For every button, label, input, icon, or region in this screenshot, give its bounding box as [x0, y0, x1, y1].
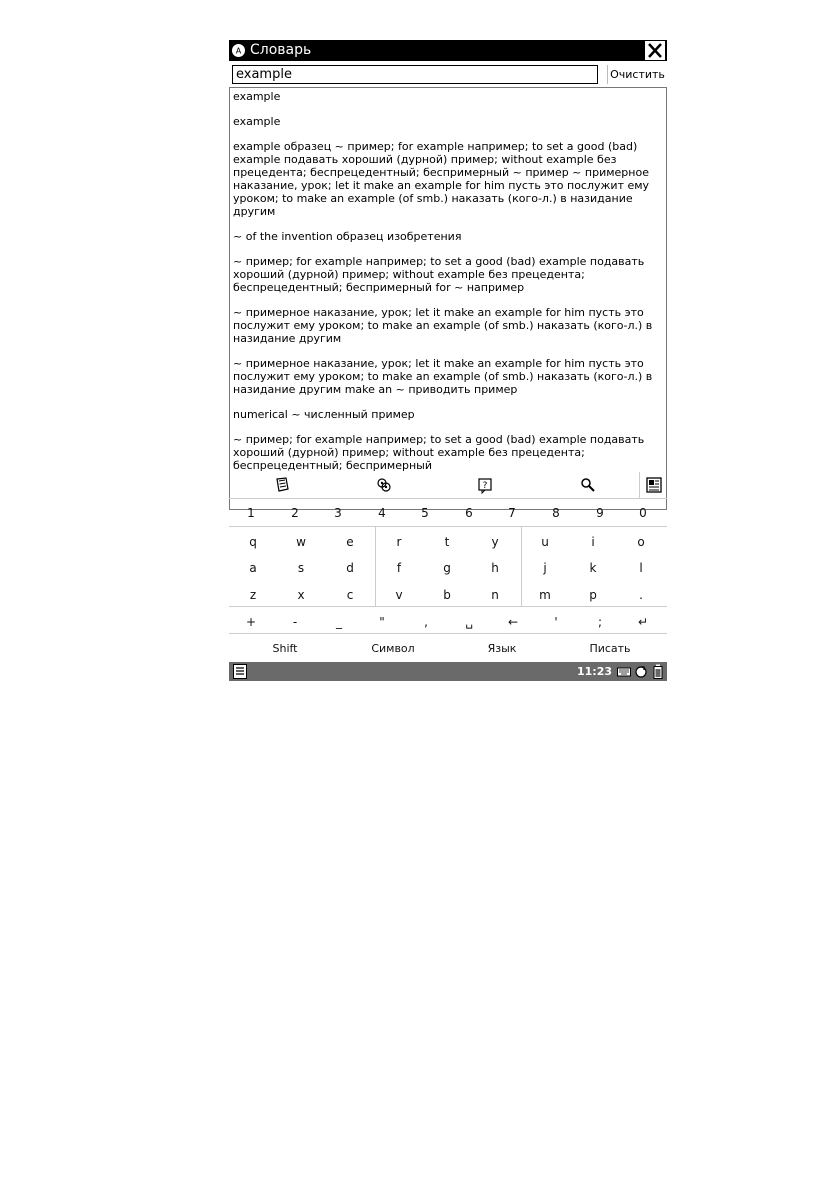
key-n[interactable]: n [491, 588, 499, 602]
key-w[interactable]: w [296, 535, 306, 549]
result-entry: example [233, 90, 281, 103]
control-row [229, 639, 667, 659]
write-key[interactable]: Писать [589, 642, 631, 655]
dictionary-app-icon [231, 43, 246, 58]
key-m[interactable]: m [539, 588, 551, 602]
language-key[interactable]: Язык [487, 642, 517, 655]
results-panel[interactable] [229, 87, 667, 510]
key-v[interactable]: v [395, 588, 403, 602]
clock: 11:23 [577, 665, 613, 678]
keyboard-divider [229, 526, 667, 527]
key-space[interactable]: ␣ [465, 615, 473, 629]
key-a[interactable]: a [249, 561, 257, 575]
key-k[interactable]: k [589, 561, 597, 575]
refresh-icon[interactable] [634, 664, 648, 679]
symbol-row [229, 612, 667, 632]
key-backspace[interactable]: ← [507, 615, 519, 629]
key-quote[interactable]: " [379, 615, 385, 629]
symbol-key[interactable]: Символ [371, 642, 415, 655]
key-p[interactable]: p [589, 588, 597, 602]
key-o[interactable]: o [637, 535, 645, 549]
key-7[interactable]: 7 [508, 506, 516, 520]
key-2[interactable]: 2 [291, 506, 299, 520]
key-semicolon[interactable]: ; [597, 615, 603, 629]
keyboard-icon[interactable] [617, 664, 631, 679]
key-1[interactable]: 1 [247, 506, 255, 520]
key-3[interactable]: 3 [334, 506, 342, 520]
key-c[interactable]: c [346, 588, 354, 602]
key-d[interactable]: d [346, 561, 354, 575]
key-minus[interactable]: - [292, 615, 298, 629]
key-8[interactable]: 8 [552, 506, 560, 520]
on-screen-keyboard [229, 499, 667, 661]
key-4[interactable]: 4 [378, 506, 386, 520]
clear-button[interactable]: Очистить [607, 65, 667, 84]
key-9[interactable]: 9 [596, 506, 604, 520]
close-icon[interactable] [645, 41, 665, 60]
dictionary-app [229, 40, 667, 681]
status-bar [229, 662, 667, 681]
key-l[interactable]: l [639, 561, 643, 575]
key-e[interactable]: e [346, 535, 354, 549]
toolbar-divider [639, 472, 640, 498]
dictionary-icon[interactable] [273, 476, 291, 494]
search-icon[interactable] [579, 476, 597, 494]
letter-row-3 [229, 585, 667, 605]
key-g[interactable]: g [443, 561, 451, 575]
key-f[interactable]: f [396, 561, 402, 575]
keyboard-divider [229, 633, 667, 634]
key-comma[interactable]: , [424, 615, 428, 629]
search-input[interactable] [232, 65, 598, 84]
key-h[interactable]: h [491, 561, 499, 575]
title-bar [229, 40, 667, 61]
key-u[interactable]: u [541, 535, 549, 549]
key-underscore[interactable]: _ [336, 615, 342, 629]
shift-key[interactable]: Shift [272, 642, 298, 655]
key-q[interactable]: q [249, 535, 257, 549]
mode-icon[interactable] [645, 476, 663, 494]
key-r[interactable]: r [396, 535, 402, 549]
key-0[interactable]: 0 [639, 506, 647, 520]
letter-row-1 [229, 532, 667, 552]
key-6[interactable]: 6 [465, 506, 473, 520]
key-apostrophe[interactable]: ' [554, 615, 558, 629]
svg-text:A: A [235, 46, 242, 56]
result-entry: ~ примерное наказание, урок; let it make an example for him пусть это послужит ему уроком; to make an example (of smb.) наказать (кого-л.) в назидание другим [233, 306, 653, 345]
window-title: Словарь [250, 42, 312, 58]
key-5[interactable]: 5 [421, 506, 429, 520]
letter-row-2 [229, 558, 667, 578]
result-entry: ~ of the invention образец изобретения [233, 230, 462, 243]
key-period[interactable]: . [639, 588, 643, 602]
keyboard-divider [229, 606, 667, 607]
key-t[interactable]: t [444, 535, 450, 549]
key-b[interactable]: b [443, 588, 451, 602]
key-z[interactable]: z [249, 588, 257, 602]
battery-icon [653, 664, 663, 679]
toolbar [229, 472, 667, 499]
settings-icon[interactable] [375, 476, 393, 494]
help-icon[interactable] [476, 476, 494, 494]
key-enter[interactable]: ↵ [637, 615, 649, 629]
result-entry: example [233, 115, 281, 128]
result-entry: ~ пример; for example например; to set a good (bad) example подавать хороший (дурной) пример; without example без прецедента; беспрецедентный; беспримерный [233, 433, 645, 472]
result-entry: example образец ~ пример; for example например; to set a good (bad) example подавать хороший (дурной) пример; without example без прецедента; беспрецедентный; беспримерный ~ пример ~ примерное наказание, урок; let it make an example for him пусть это послужит ему уроком; to make an example (of smb.) наказать (кого-л.) в назидание другим [233, 140, 650, 218]
key-x[interactable]: x [297, 588, 305, 602]
key-i[interactable]: i [591, 535, 595, 549]
result-entry: ~ пример; for example например; to set a good (bad) example подавать хороший (дурной) пример; without example без прецедента; беспрецедентный; беспримерный for ~ например [233, 255, 645, 294]
result-entry: ~ примерное наказание, урок; let it make an example for him пусть это послужит ему уроком; to make an example (of smb.) наказать (кого-л.) в назидание другим make an ~ приводить пример [233, 357, 653, 396]
digit-row [229, 503, 667, 523]
key-plus[interactable]: + [245, 615, 257, 629]
key-s[interactable]: s [297, 561, 305, 575]
menu-icon[interactable] [233, 664, 247, 679]
key-j[interactable]: j [543, 561, 547, 575]
svg-text:?: ? [482, 481, 488, 491]
result-entry: numerical ~ численный пример [233, 408, 415, 421]
key-y[interactable]: y [491, 535, 499, 549]
